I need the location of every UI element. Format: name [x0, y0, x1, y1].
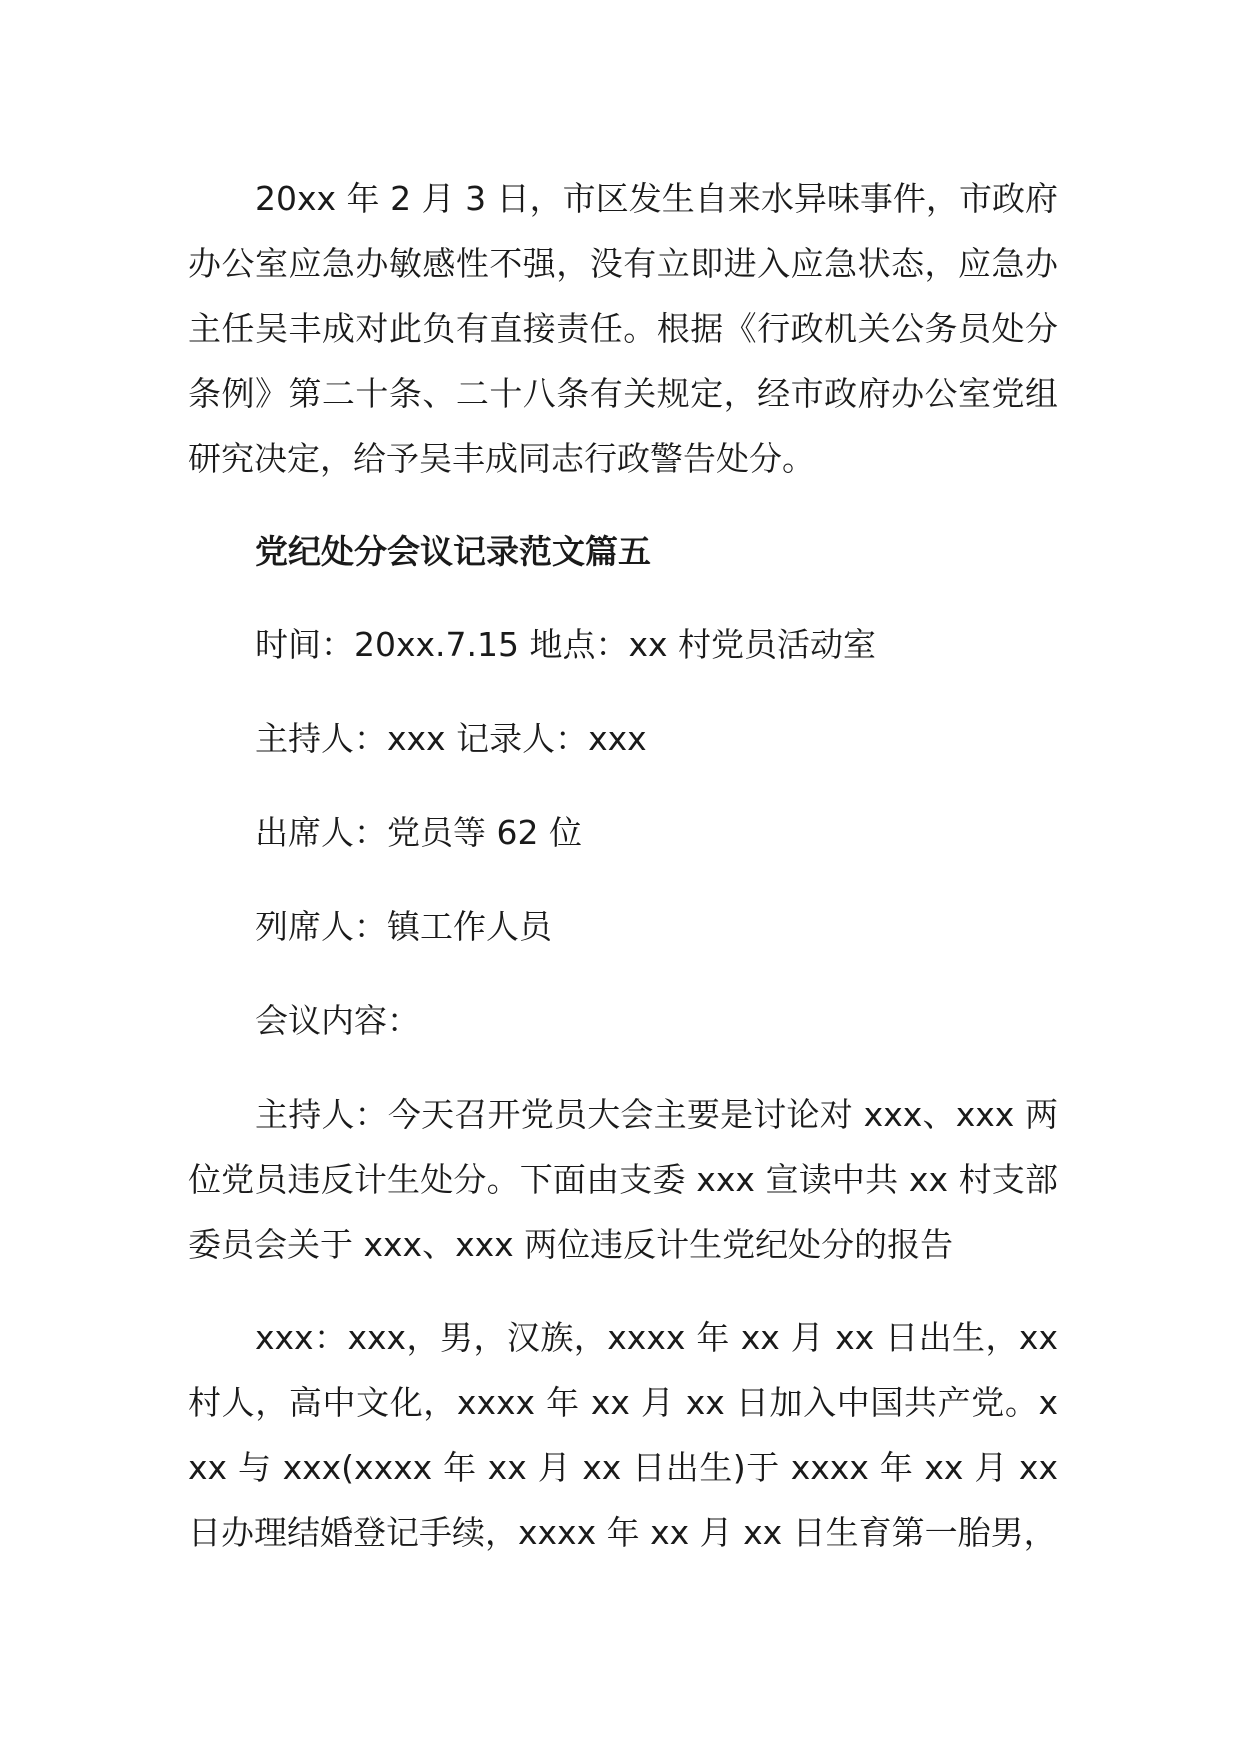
member-profile-paragraph: xxx：xxx，男，汉族，xxxx 年 xx 月 xx 日出生，xx 村人，高中文化，xxxx 年 xx 月 xx 日加入中国共产党。xxx 与 xxx(xxxx 年 xx 月 xx 日出生)于 xxxx 年 xx 月 xx 日办理结婚登记手续，xxxx 年 xx 月 xx 日生育第一胎男， [188, 1318, 1058, 1552]
document-page [188, 166, 1058, 1565]
meeting-attendees: 出席人：党员等 62 位 [255, 813, 582, 852]
meeting-observers: 列席人：镇工作人员 [255, 907, 552, 946]
paragraph-disciplinary-notice: 20xx 年 2 月 3 日，市区发生自来水异味事件，市政府办公室应急办敏感性不强，没有立即进入应急状态，应急办主任吴丰成对此负有直接责任。根据《行政机关公务员处分条例》第二十条、二十八条有关规定，经市政府办公室党组研究决定，给予吴丰成同志行政警告处分。 [188, 179, 1058, 478]
meeting-content-label: 会议内容： [255, 1001, 420, 1040]
host-speech-paragraph: 主持人：今天召开党员大会主要是讨论对 xxx、xxx 两位党员违反计生处分。下面由支委 xxx 宣读中共 xx 村支部委员会关于 xxx、xxx 两位违反计生党纪处分的报告 [188, 1095, 1058, 1264]
meeting-host-recorder: 主持人：xxx 记录人：xxx [255, 719, 647, 758]
meeting-time-location: 时间：20xx.7.15 地点：xx 村党员活动室 [255, 625, 877, 664]
section-heading: 党纪处分会议记录范文篇五 [255, 532, 651, 571]
